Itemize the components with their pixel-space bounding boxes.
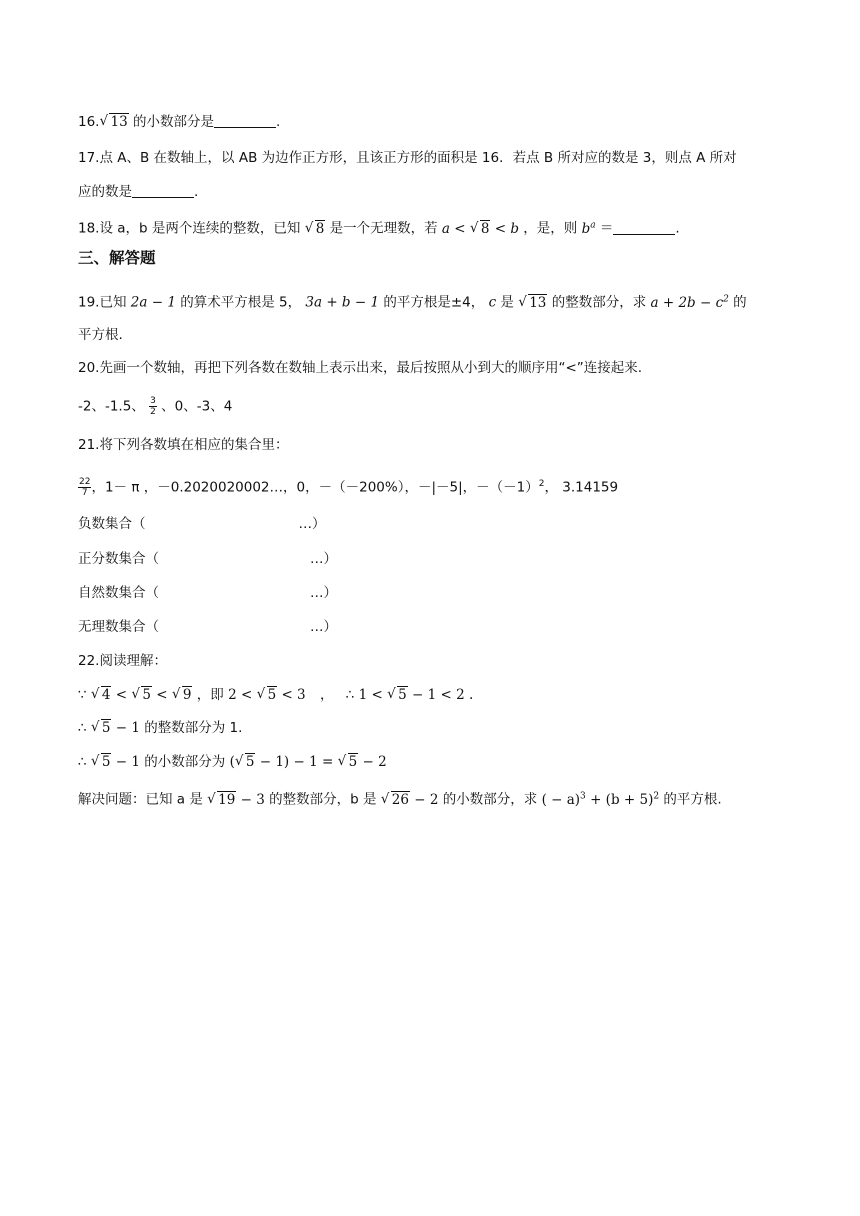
expr-a-2b-c2: $a + 2b - c^2$ [650, 294, 729, 311]
question-19-line2: 平方根. [78, 327, 123, 343]
answer-blank [132, 183, 194, 198]
question-18: 18.设 a，b 是两个连续的整数，已知 √ 8 是一个无理数，若 a < √ 8 < b ，是，则 $b^a$ ＝ . [78, 215, 680, 239]
set-natural: 自然数集合（ …） [78, 585, 337, 601]
q22-line-decimal-part: ∴ √ 5 − 1 的小数部分为 (√ 5 − 1) − 1 = √ 5 − 2 [78, 752, 387, 772]
q16-text: 的小数部分是 [128, 114, 214, 130]
section-heading: 三、解答题 [78, 249, 156, 267]
expr-sqrt26-2: √ 26 − 2 [381, 792, 439, 808]
question-20: 20.先画一个数轴，再把下列各数在数轴上表示出来，最后按照从小到大的顺序用“<”连接起来. [78, 360, 643, 376]
expr-2a-1: 2a − 1 [130, 294, 176, 311]
question-20-numbers: -2、-1.5、 $\frac{3}{2}$ 、0、-3、4 [78, 396, 233, 417]
fraction-3-2: $\frac{3}{2}$ [150, 396, 156, 417]
expr-decimal-part: (√ 5 − 1) − 1 = √ 5 − 2 [230, 754, 387, 770]
inequality-a-lt-sqrt8-lt-b: a < √ 8 < b [442, 221, 519, 237]
q22-line-integer-part: ∴ √ 5 − 1 的整数部分为 1. [78, 718, 242, 738]
answer-blank [214, 113, 276, 128]
expr-3a-b-1: 3a + b − 1 [305, 294, 380, 311]
q22-solve: 解决问题：已知 a 是 √ 19 − 3 的整数部分，b 是 √ 26 − 2 的小数部分，求 ( − $a)^3 + (b + 5)^2$ 的平方根. [78, 786, 722, 810]
set-positive-fraction: 正分数集合（ …） [78, 551, 337, 567]
question-16: 16.√ 13 的小数部分是 . [78, 112, 280, 132]
question-19: 19.已知 2a − 1 的算术平方根是 5， 3a + b − 1 的平方根是±4， c 是 √ 13 的整数部分，求 $a + 2b - c^2$ 的 [78, 289, 747, 313]
ineq-sqrt4-sqrt5-sqrt9: √ 4 < √ 5 < √ 9 [91, 687, 193, 703]
sqrt-13: √ 13 [518, 293, 547, 313]
expr-cubic-plus-square: ( − $a)^3 + (b + 5)^2$ [541, 791, 660, 808]
sqrt-8: √ 8 [305, 219, 326, 239]
question-22: 22.阅读理解： [78, 653, 167, 669]
question-21-numbers: $\frac{22}{7}$ ，1－ π ，－0.2020020002…，0，－（－200%），－|－5|，$-(-1)^2$， 3.14159 [79, 477, 619, 498]
question-17-line1: 17.点 A、B 在数轴上，以 AB 为边作正方形，且该正方形的面积是 16．若点 B 所对应的数是 3，则点 A 所对 [78, 150, 737, 166]
question-21: 21.将下列各数填在相应的集合里： [78, 437, 289, 453]
answer-blank [613, 220, 675, 235]
set-negative: 负数集合（ …） [78, 516, 326, 532]
fraction-22-7: $\frac{22}{7}$ [79, 477, 91, 498]
sqrt-13: √ 13 [99, 112, 128, 132]
q16-number: 16. [78, 114, 100, 130]
expr-sqrt5-minus-1: √ 5 − 1 [91, 720, 140, 736]
question-17-line2: 应的数是 . [78, 184, 199, 200]
b-power-a: $b^a$ [581, 220, 596, 237]
set-irrational: 无理数集合（ …） [78, 619, 337, 635]
ineq-1-sqrt5-1-2: 1 < √ 5 − 1 < 2 . [359, 687, 474, 703]
q22-line-because: ∵ √ 4 < √ 5 < √ 9 ，即 2 < √ 5 < 3 ， ∴ 1 < √ 5 − 1 < 2 . [78, 685, 473, 705]
ineq-2-sqrt5-3: 2 < √ 5 < 3 [228, 687, 306, 703]
expr-sqrt19-3: √ 19 − 3 [207, 792, 265, 808]
